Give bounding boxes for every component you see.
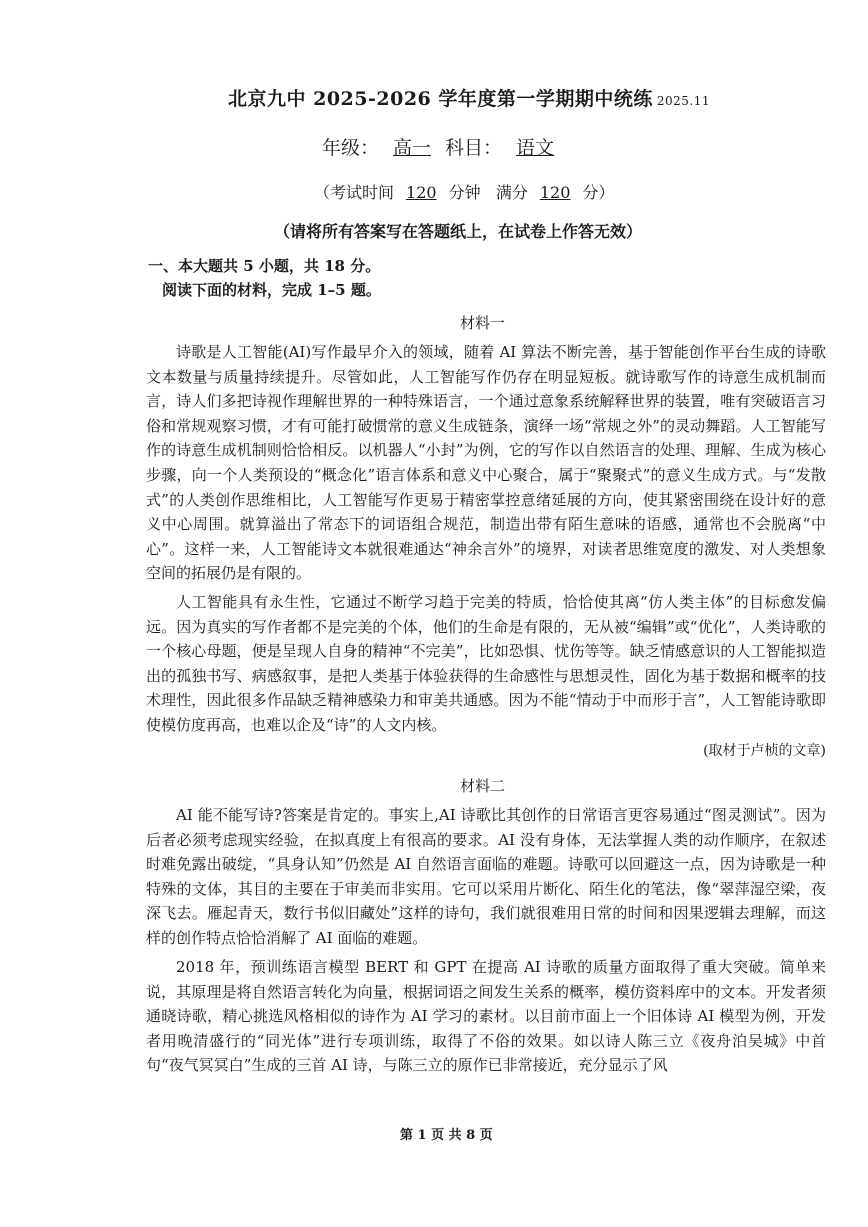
- material-two-title: 材料二: [460, 777, 506, 795]
- exam-date: 2025.11: [656, 94, 711, 108]
- material-one-source: (取材于卢桢的文章): [703, 743, 826, 759]
- exam-title: [228, 84, 710, 111]
- exam-time-line: [314, 180, 614, 203]
- time-label: （考试时间: [314, 183, 395, 202]
- grade-label: 年级：: [322, 137, 380, 159]
- score-value: 120: [539, 183, 571, 202]
- material-one-title: 材料一: [460, 314, 506, 332]
- grade-subject-line: [322, 133, 568, 160]
- score-label: 满分: [495, 183, 528, 202]
- material-two-paragraph: AI 能不能写诗?答案是肯定的。事实上,AI 诗歌比其创作的日常语言更容易通过“图灵测试”。因为后者必须考虑现实经验，在拟真度上有很高的要求。AI 没有身体，无法掌握人类的动作顺序，在叙述时难免露出破绽，“具身认知”仍然是 AI 自然语言面临的难题。诗歌可以回避这一点，因为诗歌是一种特殊的文体，其目的主要在于审美而非实用。它可以采用片断化、陌生化的笔法，像“翠萍湿空梁，夜深飞去。雁起青天，数行书似旧藏处”这样的诗句，我们就很难用日常的时间和因果逻辑去理解，而这样的创作特点恰恰消解了 AI 面临的难题。: [146, 806, 826, 947]
- subject-label: 科目：: [445, 137, 503, 159]
- time-value: 120: [406, 183, 437, 202]
- section-heading: 一、本大题共 5 小题，共 18 分。: [148, 257, 381, 275]
- section-instruction: 阅读下面的材料，完成 1–5 题。: [162, 281, 381, 299]
- page-footer: 第 1 页 共 8 页: [400, 1128, 493, 1143]
- answer-notice: （请将所有答案写在答题纸上，在试卷上作答无效）: [274, 222, 643, 241]
- material-two-paragraph: 2018 年，预训练语言模型 BERT 和 GPT 在提高 AI 诗歌的质量方面取得了重大突破。简单来说，其原理是将自然语言转化为向量，根据词语之间发生关系的概率，模仿资料库中的文本。开发者须通晓诗歌，精心挑选风格相似的诗作为 AI 学习的素材。以目前市面上一个旧体诗 AI 模型为例，开发者用晚清盛行的“同光体”进行专项训练，取得了不俗的效果。如以诗人陈三立《夜舟泊吴城》中首句“夜气冥冥白”生成的三首 AI 诗，与陈三立的原作已非常接近，充分显示了风: [146, 958, 826, 1075]
- time-unit: 分钟: [448, 183, 481, 202]
- material-one-paragraph: 人工智能具有永生性，它通过不断学习趋于完美的特质，恰恰使其离“仿人类主体”的目标愈发偏远。因为真实的写作者都不是完美的个体，他们的生命是有限的，无从被“编辑”或“优化”，人类诗歌的一个核心母题，便是呈现人自身的精神“不完美”，比如恐惧、忧伤等等。缺乏情感意识的人工智能拟造出的孤独书写、病感叙事，是把人类基于体验获得的生命感性与思想灵性，固化为基于数据和概率的技术理性，因此很多作品缺乏精神感染力和审美共通感。因为不能“情动于中而形于言”，人工智能诗歌即使模仿度再高，也难以企及“诗”的人文内核。: [146, 593, 826, 734]
- grade-value: 高一: [393, 137, 432, 159]
- score-unit: 分）: [582, 183, 615, 202]
- exam-title-text: 北京九中 2025-2026 学年度第一学期期中统练: [228, 88, 653, 110]
- subject-value: 语文: [516, 137, 555, 159]
- material-one-paragraph: 诗歌是人工智能(AI)写作最早介入的领域，随着 AI 算法不断完善，基于智能创作平台生成的诗歌文本数量与质量持续提升。尽管如此，人工智能写作仍存在明显短板。就诗歌写作的诗意生成机制而言，诗人们多把诗视作理解世界的一种特殊语言，一个通过意象系统解释世界的装置，唯有突破语言习俗和常规观察习惯，才有可能打破惯常的意义生成链条，演绎一场“常规之外”的灵动舞蹈。人工智能写作的诗意生成机制则恰恰相反。以机器人“小封”为例，它的写作以自然语言的处理、理解、生成为核心步骤，向一个人类预设的“概念化”语言体系和意义中心聚合，属于“聚聚式”的意义生成方式。与“发散式”的人类创作思维相比，人工智能写作更易于精密掌控意绪延展的方向，使其紧密围绕在设计好的意义中心周围。就算溢出了常态下的词语组合规范，制造出带有陌生意味的语感，通常也不会脱离“中心”。这样一来，人工智能诗文本就很难通达“神余言外”的境界，对读者思维宽度的激发、对人类想象空间的拓展仍是有限的。: [146, 343, 826, 583]
